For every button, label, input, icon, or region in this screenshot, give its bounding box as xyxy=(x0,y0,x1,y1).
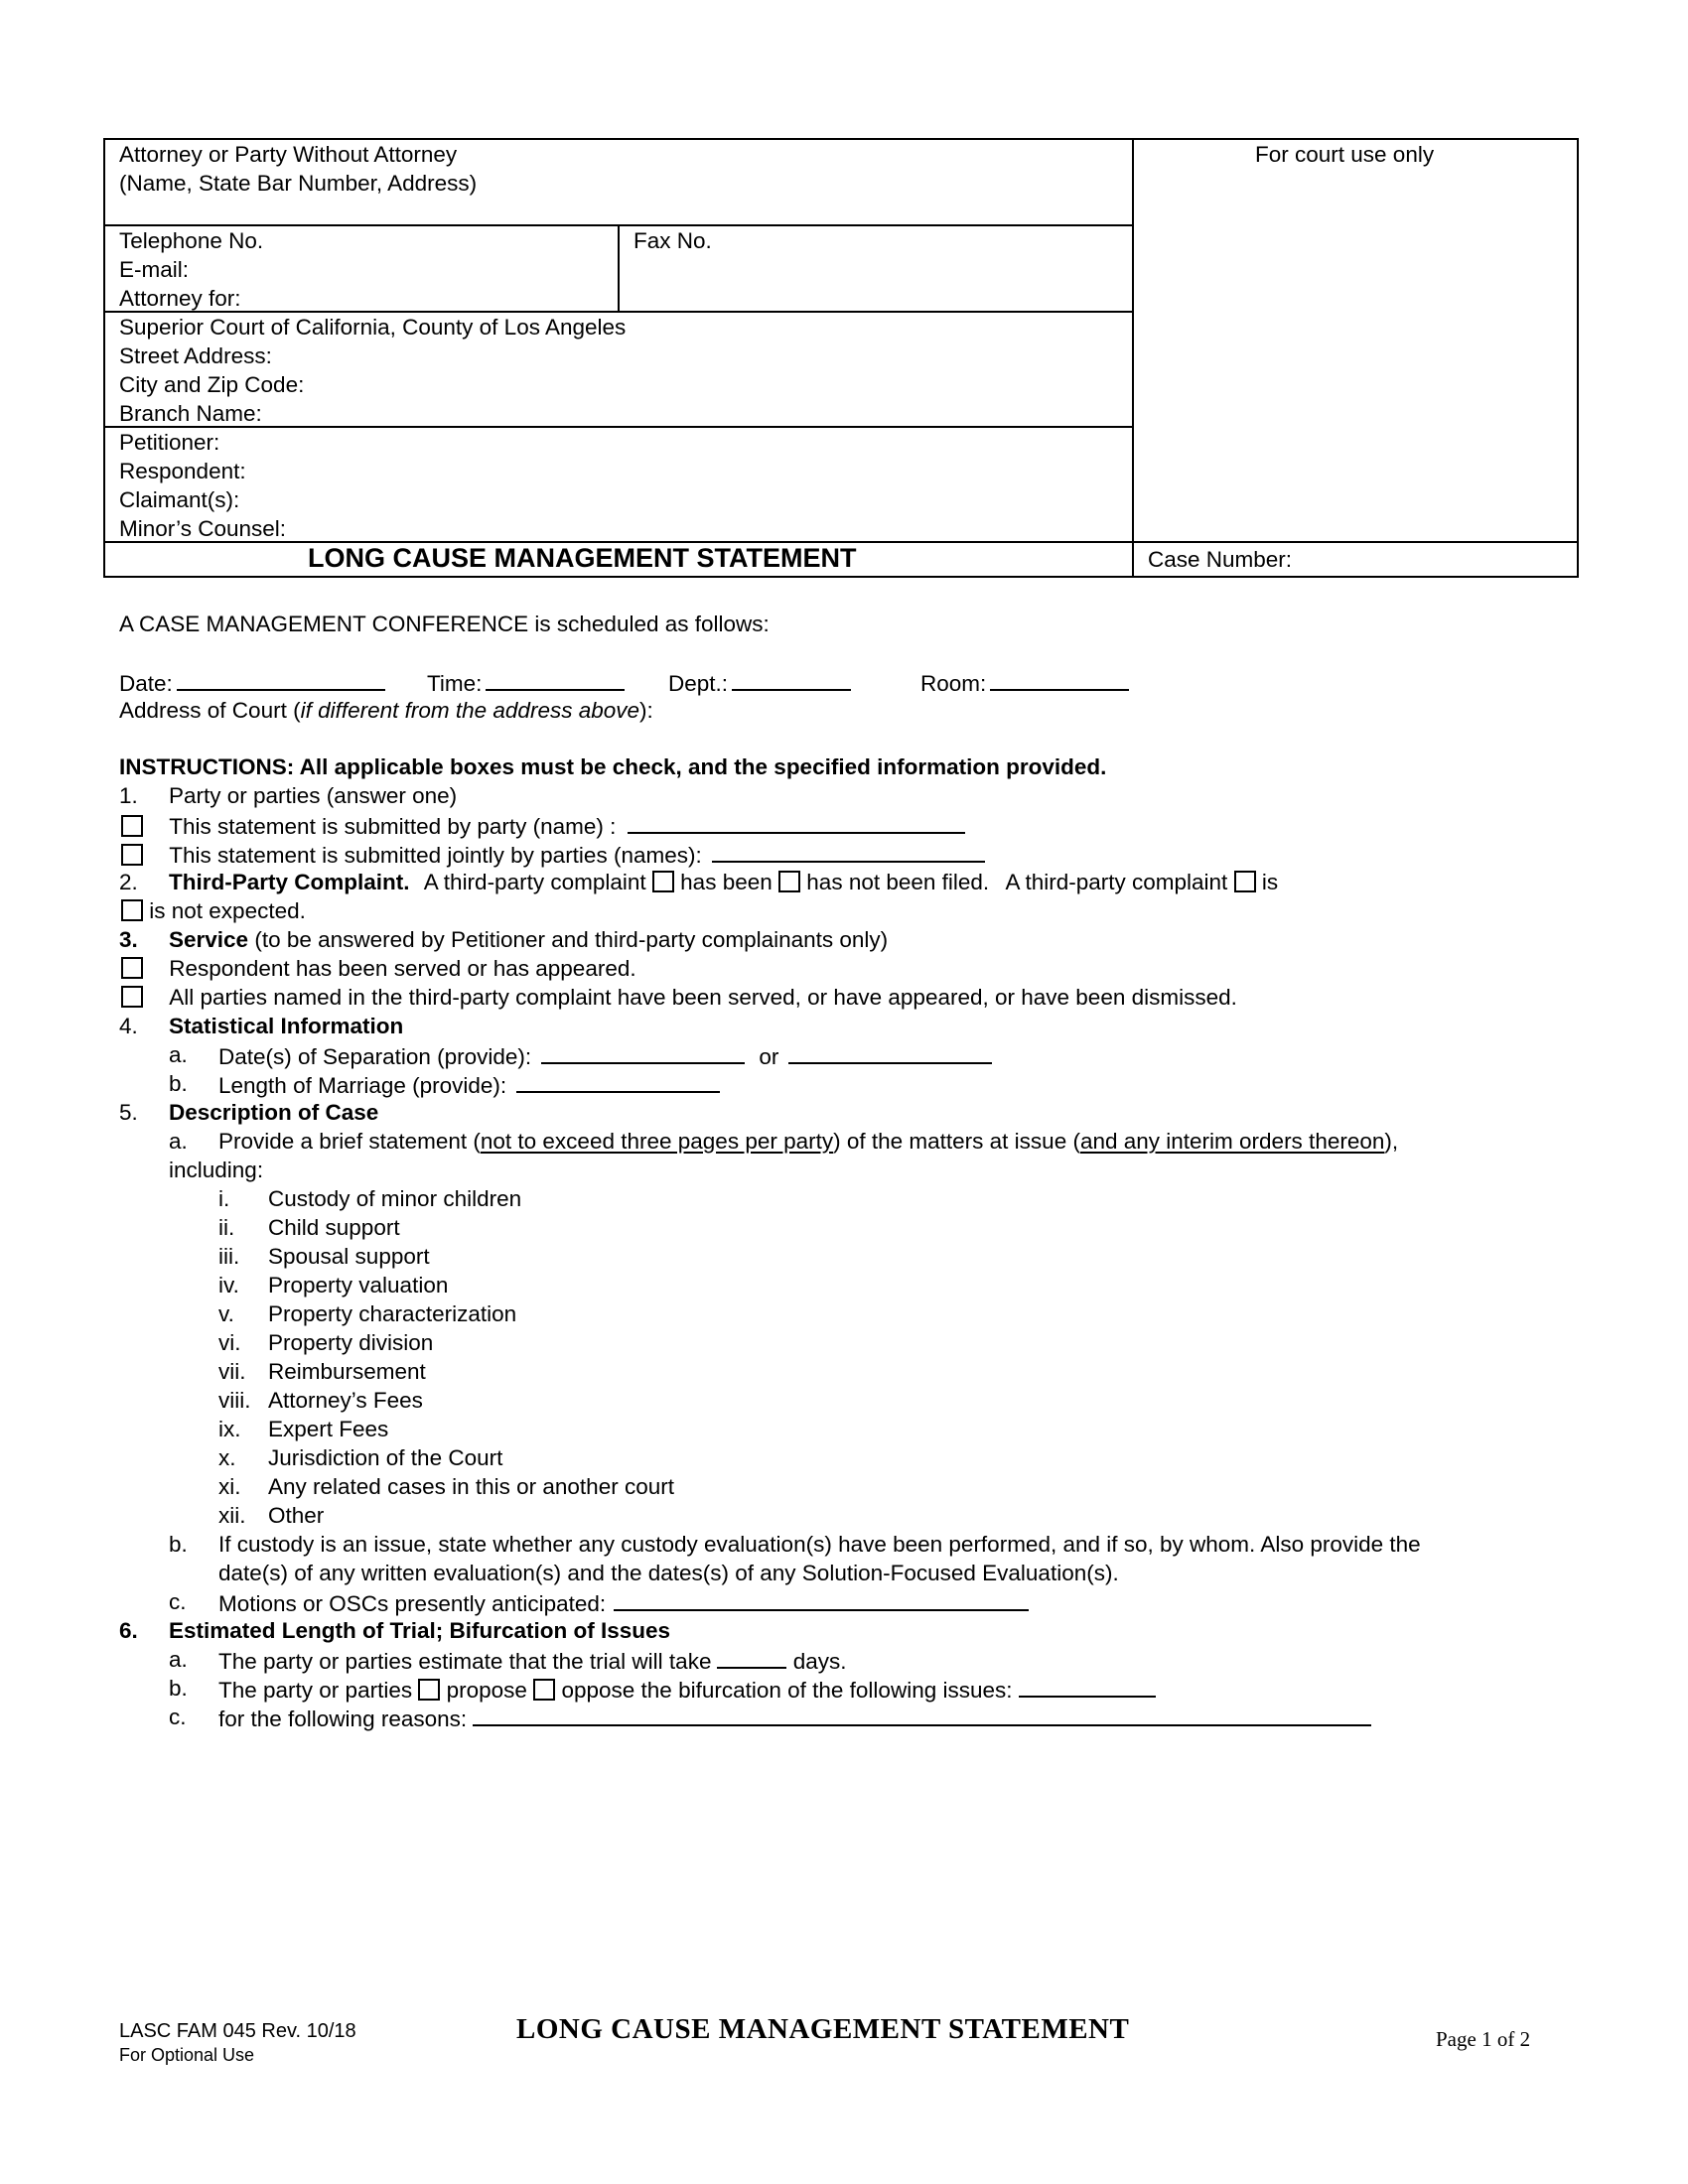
section-5b-line-2: date(s) of any written evaluation(s) and the dates(s) of any Solution-Focused Evaluation(s). xyxy=(218,1561,1119,1585)
city-zip-label: City and Zip Code: xyxy=(119,372,305,397)
separation-date-field-2[interactable] xyxy=(788,1040,992,1064)
footer-form-id-block xyxy=(119,2019,356,2067)
reasons-field[interactable] xyxy=(473,1703,1371,1726)
court-use-label: For court use only xyxy=(1255,142,1435,167)
section-5a-underline-2: and any interim orders thereon xyxy=(1079,1129,1385,1154)
has-been-label: has been xyxy=(680,870,773,894)
single-party-label: This statement is submitted by party (name) : xyxy=(169,814,617,839)
separation-date-row xyxy=(218,1040,992,1071)
not-expected-label: is not expected. xyxy=(149,898,306,923)
issue-label: Property valuation xyxy=(268,1273,449,1297)
is-label: is xyxy=(1261,870,1279,894)
issue-number: iii. xyxy=(218,1244,240,1269)
section-5a-text-2: ) of the matters at issue ( xyxy=(833,1129,1080,1154)
issue-label: Property characterization xyxy=(268,1301,517,1326)
respondent-served-label: Respondent has been served or has appeared. xyxy=(169,956,636,981)
section-6a-label: a. xyxy=(169,1647,188,1672)
days-label: days. xyxy=(792,1649,847,1674)
reasons-row xyxy=(218,1703,1371,1733)
form-title: LONG CAUSE MANAGEMENT STATEMENT xyxy=(308,543,857,573)
section-3-line xyxy=(169,925,888,954)
issue-label: Reimbursement xyxy=(268,1359,426,1384)
section-3-option-2 xyxy=(121,983,1237,1012)
issue-label: Any related cases in this or another court xyxy=(268,1474,674,1499)
dept-label: Dept.: xyxy=(668,671,729,696)
attorney-label-1: Attorney or Party Without Attorney xyxy=(119,142,458,167)
separation-date-label: Date(s) of Separation (provide): xyxy=(218,1044,532,1069)
room-label: Room: xyxy=(920,671,987,696)
court-name: Superior Court of California, County of Los Angeles xyxy=(119,315,627,340)
bifurcation-row xyxy=(218,1674,1156,1705)
issue-label: Jurisdiction of the Court xyxy=(268,1445,503,1470)
joint-parties-label: This statement is submitted jointly by parties (names): xyxy=(169,843,702,868)
motions-label: Motions or OSCs presently anticipated: xyxy=(218,1591,607,1616)
checkbox-all-parties-served[interactable] xyxy=(121,986,143,1008)
conference-intro: A CASE MANAGEMENT CONFERENCE is scheduled as follows: xyxy=(119,612,770,636)
section-2-line xyxy=(169,868,1278,896)
section-1-option-2 xyxy=(121,839,985,870)
trial-length-row xyxy=(218,1645,847,1676)
section-1-title: Party or parties (answer one) xyxy=(169,783,458,808)
separation-date-field-1[interactable] xyxy=(541,1040,745,1064)
checkbox-joint-parties[interactable] xyxy=(121,844,143,866)
respondent-label: Respondent: xyxy=(119,459,246,483)
trial-length-label: The party or parties estimate that the trial will take xyxy=(218,1649,712,1674)
third-party-text-2: A third-party complaint xyxy=(1005,870,1228,894)
reasons-label: for the following reasons: xyxy=(218,1706,468,1731)
fax-divider xyxy=(618,224,620,313)
issue-number: x. xyxy=(218,1445,236,1470)
section-5a-text xyxy=(218,1127,1398,1156)
checkbox-is-expected[interactable] xyxy=(1234,871,1256,892)
has-not-been-label: has not been filed. xyxy=(806,870,990,894)
checkbox-oppose[interactable] xyxy=(533,1679,555,1701)
attorney-label-2: (Name, State Bar Number, Address) xyxy=(119,171,478,196)
instructions: INSTRUCTIONS: All applicable boxes must be check, and the specified information provided. xyxy=(119,754,1107,779)
bifurcation-label: The party or parties xyxy=(218,1678,413,1703)
issue-number: ii. xyxy=(218,1215,235,1240)
time-label: Time: xyxy=(427,671,483,696)
section-4-title: Statistical Information xyxy=(169,1014,404,1038)
date-field[interactable] xyxy=(177,667,385,691)
section-1-number: 1. xyxy=(119,783,138,808)
time-field[interactable] xyxy=(486,667,625,691)
dept-field[interactable] xyxy=(732,667,851,691)
all-parties-served-label: All parties named in the third-party complaint have been served, or have appeared, or have been dismissed. xyxy=(169,985,1237,1010)
section-5-title: Description of Case xyxy=(169,1100,379,1125)
telephone-label: Telephone No. xyxy=(119,228,264,253)
footer-title: LONG CAUSE MANAGEMENT STATEMENT xyxy=(516,2013,1130,2045)
footer-page-number: Page 1 of 2 xyxy=(1436,2027,1531,2051)
checkbox-propose[interactable] xyxy=(418,1679,440,1701)
section-3-subtitle: (to be answered by Petitioner and third-party complainants only) xyxy=(254,927,889,952)
issue-label: Attorney’s Fees xyxy=(268,1388,423,1413)
section-3-number: 3. xyxy=(119,927,138,952)
third-party-text-1: A third-party complaint xyxy=(423,870,646,894)
section-6c-label: c. xyxy=(169,1705,187,1729)
or-label: or xyxy=(759,1044,779,1069)
issue-label: Spousal support xyxy=(268,1244,430,1269)
section-4b-label: b. xyxy=(169,1071,188,1096)
section-2-number: 2. xyxy=(119,870,138,894)
address-of-court xyxy=(119,696,653,725)
checkbox-respondent-served[interactable] xyxy=(121,957,143,979)
issue-number: vi. xyxy=(218,1330,241,1355)
issue-number: ix. xyxy=(218,1417,241,1441)
issue-label: Child support xyxy=(268,1215,400,1240)
section-6-title: Estimated Length of Trial; Bifurcation of Issues xyxy=(169,1618,671,1643)
issue-label: Property division xyxy=(268,1330,434,1355)
section-5c-label: c. xyxy=(169,1589,187,1614)
claimants-label: Claimant(s): xyxy=(119,487,240,512)
section-1-option-1 xyxy=(121,810,965,841)
attorney-for-label: Attorney for: xyxy=(119,286,241,311)
motions-row xyxy=(218,1587,1029,1618)
section-2-title: Third-Party Complaint. xyxy=(169,870,410,894)
section-5-number: 5. xyxy=(119,1100,138,1125)
conference-dept-row xyxy=(668,667,851,698)
issue-label: Expert Fees xyxy=(268,1417,389,1441)
issue-number: xi. xyxy=(218,1474,241,1499)
branch-name-label: Branch Name: xyxy=(119,401,262,426)
propose-label: propose xyxy=(446,1678,527,1703)
conference-date-row xyxy=(119,667,385,698)
motions-field[interactable] xyxy=(614,1587,1029,1611)
street-address-label: Street Address: xyxy=(119,343,272,368)
section-2-line-2 xyxy=(121,896,306,925)
address-label-end: ): xyxy=(639,698,653,723)
room-field[interactable] xyxy=(990,667,1129,691)
case-number-label: Case Number: xyxy=(1148,547,1293,572)
address-label: Address of Court ( xyxy=(119,698,301,723)
issue-number: xii. xyxy=(218,1503,246,1528)
issue-number: iv. xyxy=(218,1273,239,1297)
minors-counsel-label: Minor’s Counsel: xyxy=(119,516,286,541)
oppose-label: oppose the bifurcation of the following issues: xyxy=(561,1678,1013,1703)
issue-number: i. xyxy=(218,1186,230,1211)
issue-label: Custody of minor children xyxy=(268,1186,522,1211)
section-4-number: 4. xyxy=(119,1014,138,1038)
checkbox-single-party[interactable] xyxy=(121,815,143,837)
address-note: if different from the address above xyxy=(300,698,640,723)
section-5a-continued: including: xyxy=(169,1158,264,1182)
marriage-length-row xyxy=(218,1069,720,1100)
section-3-option-1 xyxy=(121,954,636,983)
issue-number: viii. xyxy=(218,1388,251,1413)
section-5a-label: a. xyxy=(169,1129,188,1154)
footer-optional-use: For Optional Use xyxy=(119,2045,255,2065)
section-3-title: Service xyxy=(169,927,249,952)
section-6b-label: b. xyxy=(169,1676,188,1701)
checkbox-has-not-been[interactable] xyxy=(778,871,800,892)
marriage-length-field[interactable] xyxy=(516,1069,720,1093)
section-4a-label: a. xyxy=(169,1042,188,1067)
checkbox-not-expected[interactable] xyxy=(121,899,143,921)
issue-label: Other xyxy=(268,1503,325,1528)
marriage-length-label: Length of Marriage (provide): xyxy=(218,1073,507,1098)
checkbox-has-been[interactable] xyxy=(652,871,674,892)
conference-time-row xyxy=(427,667,625,698)
petitioner-label: Petitioner: xyxy=(119,430,220,455)
footer-form-id: LASC FAM 045 Rev. 10/18 xyxy=(119,2020,356,2042)
section-5a-text-3: ), xyxy=(1384,1129,1399,1154)
section-5a-underline-1: not to exceed three pages per party xyxy=(480,1129,834,1154)
conference-room-row xyxy=(920,667,1129,698)
section-5a-text-1: Provide a brief statement ( xyxy=(218,1129,481,1154)
court-use-divider xyxy=(1132,138,1134,578)
section-5b-label: b. xyxy=(169,1532,188,1557)
trial-days-field[interactable] xyxy=(717,1645,786,1669)
issue-number: vii. xyxy=(218,1359,246,1384)
email-label: E-mail: xyxy=(119,257,190,282)
section-6-number: 6. xyxy=(119,1618,138,1643)
caption-table xyxy=(103,138,1579,578)
parties-names-field[interactable] xyxy=(712,839,985,863)
issue-number: v. xyxy=(218,1301,234,1326)
fax-label: Fax No. xyxy=(633,228,712,253)
date-label: Date: xyxy=(119,671,173,696)
bifurcation-issues-field[interactable] xyxy=(1019,1674,1156,1698)
section-5b-line-1: If custody is an issue, state whether any custody evaluation(s) have been performed, and if so, by whom. Also provide the xyxy=(218,1532,1421,1557)
party-name-field[interactable] xyxy=(628,810,965,834)
